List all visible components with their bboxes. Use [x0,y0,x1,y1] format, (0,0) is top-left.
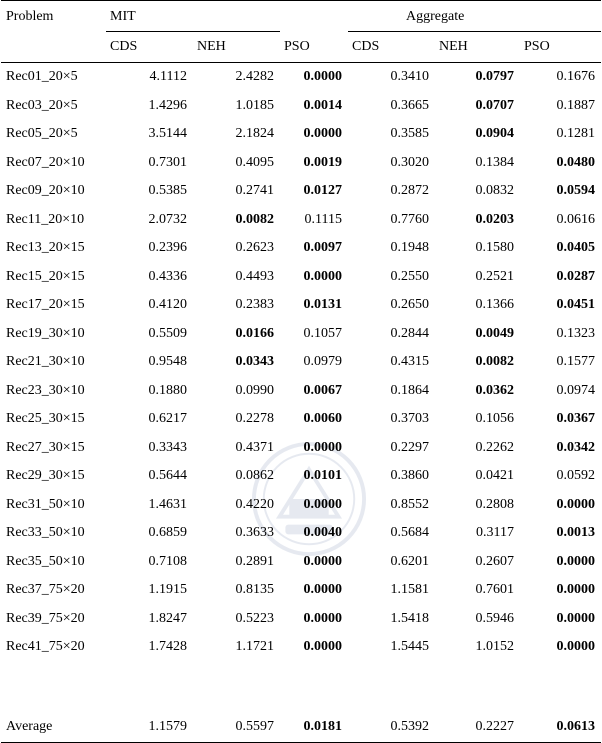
aggregate-group-header: Aggregate [348,1,601,32]
table-row [1,548,601,577]
value-cell: 0.0000 [303,439,343,455]
value-cell: 0.2891 [235,553,275,569]
problem-header: Problem [1,1,106,32]
problem-name: Rec13_20×15 [6,240,85,256]
table-body [1,63,601,743]
value-cell: 0.0101 [303,468,343,484]
problem-name: Rec33_50×10 [6,525,85,541]
problem-name: Rec05_20×5 [6,126,78,142]
value-cell: 0.4315 [390,354,430,370]
value-cell: 0.2623 [235,240,275,256]
value-cell: 1.0185 [235,97,275,113]
average-row [1,712,601,743]
value-cell: 0.3020 [390,154,430,170]
value-cell: 0.0000 [556,582,596,598]
value-cell: 0.3703 [390,411,430,427]
value-cell: 0.0862 [235,468,275,484]
value-cell: 0.0203 [475,211,515,227]
value-cell: 0.7760 [390,211,430,227]
value-cell: 0.0000 [556,553,596,569]
value-cell: 0.3860 [390,468,430,484]
value-cell: 0.3343 [148,439,187,455]
problem-name: Rec25_30×15 [6,411,85,427]
value-cell: 0.0181 [280,712,348,743]
value-cell: 0.4493 [235,268,275,284]
value-cell: 0.7301 [148,154,187,170]
column-header: NEH [193,32,280,63]
value-cell: 0.5509 [148,325,187,341]
value-cell: 1.1721 [235,639,275,655]
value-cell: 0.0067 [303,382,343,398]
value-cell: 0.0594 [556,183,596,199]
table-row [1,434,601,463]
mit-group-header: MIT [106,1,280,32]
value-cell: 0.0974 [556,382,596,398]
table-row [1,263,601,292]
table-row [1,491,601,520]
value-cell: 0.0000 [556,610,596,626]
table-row [1,177,601,206]
value-cell: 0.0405 [556,240,596,256]
average-label: Average [1,712,106,743]
problem-name: Rec19_30×10 [6,325,85,341]
value-cell: 0.0040 [303,525,343,541]
value-cell: 0.1887 [556,97,596,113]
value-cell: 0.2297 [390,439,430,455]
value-cell: 0.0451 [556,297,596,313]
value-cell: 0.0616 [556,211,596,227]
value-cell: 0.3117 [476,525,515,541]
problem-name: Rec27_30×15 [6,439,85,455]
value-cell: 0.0287 [556,268,596,284]
value-cell: 0.2808 [475,496,515,512]
value-cell: 0.0000 [303,126,343,142]
value-cell: 2.0732 [148,211,187,227]
value-cell: 1.0152 [475,639,515,655]
value-cell: 0.5684 [390,525,430,541]
value-cell: 1.5445 [390,639,430,655]
value-cell: 0.0166 [235,325,275,341]
value-cell: 0.2396 [148,240,187,256]
value-cell: 0.0000 [303,69,343,85]
results-table [1,0,601,743]
table-row [1,149,601,178]
table-row [1,633,601,662]
value-cell: 1.4296 [148,97,187,113]
problem-name: Rec21_30×10 [6,354,85,370]
value-cell: 0.4336 [148,268,187,284]
table-row [1,405,601,434]
value-cell: 0.3665 [390,97,430,113]
value-cell: 0.0421 [475,468,515,484]
value-cell: 1.8247 [148,610,187,626]
problem-name: Rec03_20×5 [6,97,78,113]
value-cell: 1.7428 [148,639,187,655]
value-cell: 0.0592 [556,468,596,484]
value-cell: 0.8135 [235,582,275,598]
problem-name: Rec01_20×5 [6,69,78,85]
table-row [1,120,601,149]
table-row [1,462,601,491]
value-cell: 0.7108 [148,553,187,569]
column-header: PSO [280,32,348,63]
problem-name: Rec29_30×15 [6,468,85,484]
value-cell: 0.0904 [475,126,515,142]
value-cell: 0.0343 [235,354,275,370]
table-row [1,206,601,235]
value-cell: 0.1880 [148,382,187,398]
header-row-groups [1,1,601,32]
table-row [1,320,601,349]
value-cell: 0.0013 [556,525,596,541]
value-cell: 0.0000 [303,610,343,626]
value-cell: 0.0000 [303,582,343,598]
problem-name: Rec41_75×20 [6,639,85,655]
value-cell: 0.2650 [390,297,430,313]
value-cell: 0.1056 [475,411,515,427]
value-cell: 0.0362 [475,382,515,398]
value-cell: 0.4220 [235,496,275,512]
problem-name: Rec15_20×15 [6,268,85,284]
value-cell: 0.0979 [303,354,343,370]
table-row [1,377,601,406]
value-cell: 0.0480 [556,154,596,170]
value-cell: 1.5418 [390,610,430,626]
value-cell: 3.5144 [148,126,187,142]
value-cell: 0.2383 [235,297,275,313]
column-header: PSO [520,32,601,63]
problem-name: Rec39_75×20 [6,610,85,626]
value-cell: 0.0049 [475,325,515,341]
problem-name: Rec09_20×10 [6,183,85,199]
value-cell: 0.0000 [303,553,343,569]
value-cell: 1.1915 [148,582,187,598]
value-cell: 0.2872 [390,183,430,199]
value-cell: 0.0131 [303,297,343,313]
table-row [1,234,601,263]
table-row [1,92,601,121]
value-cell: 0.2227 [435,712,520,743]
problem-name: Rec23_30×10 [6,382,85,398]
value-cell: 0.2521 [475,268,515,284]
value-cell: 0.0082 [475,354,515,370]
value-cell: 0.2844 [390,325,430,341]
value-cell: 0.3633 [235,525,275,541]
value-cell: 0.9548 [148,354,187,370]
value-cell: 0.2262 [475,439,515,455]
value-cell: 0.2741 [235,183,275,199]
value-cell: 0.1057 [303,325,343,341]
value-cell: 0.1281 [556,126,596,142]
value-cell: 0.0367 [556,411,596,427]
value-cell: 0.6217 [148,411,187,427]
problem-name: Rec31_50×10 [6,496,85,512]
problem-name: Rec17_20×15 [6,297,85,313]
value-cell: 0.0097 [303,240,343,256]
value-cell: 0.0000 [303,268,343,284]
spacer-row [1,662,601,712]
problem-name: Rec11_20×10 [6,211,85,227]
problem-subheader-empty [1,32,106,63]
value-cell: 0.1864 [390,382,430,398]
value-cell: 0.1366 [475,297,515,313]
table-row [1,63,601,92]
value-cell: 2.1824 [235,126,275,142]
value-cell: 0.7601 [475,582,515,598]
value-cell: 1.1581 [390,582,430,598]
column-header: CDS [106,32,193,63]
value-cell: 0.0707 [475,97,515,113]
value-cell: 0.3585 [390,126,430,142]
value-cell: 0.1323 [556,325,596,341]
problem-name: Rec07_20×10 [6,154,85,170]
value-cell: 0.0797 [475,69,515,85]
column-header: CDS [348,32,435,63]
value-cell: 0.0342 [556,439,596,455]
table-row [1,291,601,320]
value-cell: 0.0000 [556,496,596,512]
spacer-cell [1,662,601,712]
value-cell: 0.5223 [235,610,275,626]
value-cell: 0.1115 [304,211,343,227]
value-cell: 0.5644 [148,468,187,484]
value-cell: 0.2278 [235,411,275,427]
value-cell: 0.4095 [235,154,275,170]
value-cell: 0.1948 [390,240,430,256]
value-cell: 0.1384 [475,154,515,170]
value-cell: 0.6201 [390,553,430,569]
value-cell: 0.0832 [475,183,515,199]
value-cell: 0.5392 [348,712,435,743]
value-cell: 0.0000 [303,496,343,512]
value-cell: 0.5385 [148,183,187,199]
value-cell: 0.1577 [556,354,596,370]
value-cell: 0.6859 [148,525,187,541]
value-cell: 0.0990 [235,382,275,398]
value-cell: 1.4631 [148,496,187,512]
value-cell: 0.0082 [235,211,275,227]
table-row [1,605,601,634]
value-cell: 0.1580 [475,240,515,256]
value-cell: 4.1112 [149,69,187,85]
value-cell: 0.1676 [556,69,596,85]
value-cell: 0.0019 [303,154,343,170]
value-cell: 0.0060 [303,411,343,427]
value-cell: 0.4371 [235,439,275,455]
value-cell: 0.0127 [303,183,343,199]
value-cell: 2.4282 [235,69,275,85]
header-row-methods [1,32,601,63]
value-cell: 0.8552 [390,496,430,512]
value-cell: 0.5946 [475,610,515,626]
value-cell: 1.1579 [106,712,193,743]
value-cell: 0.0000 [556,639,596,655]
problem-name: Rec37_75×20 [6,582,85,598]
value-cell: 0.2607 [475,553,515,569]
value-cell: 0.0014 [303,97,343,113]
value-cell: 0.4120 [148,297,187,313]
table-row [1,348,601,377]
column-header: NEH [435,32,520,63]
value-cell: 0.0613 [520,712,601,743]
table-row [1,576,601,605]
table-row [1,519,601,548]
group-gap [280,1,348,32]
value-cell: 0.0000 [303,639,343,655]
value-cell: 0.3410 [390,69,430,85]
value-cell: 0.2550 [390,268,430,284]
problem-name: Rec35_50×10 [6,553,85,569]
value-cell: 0.5597 [193,712,280,743]
